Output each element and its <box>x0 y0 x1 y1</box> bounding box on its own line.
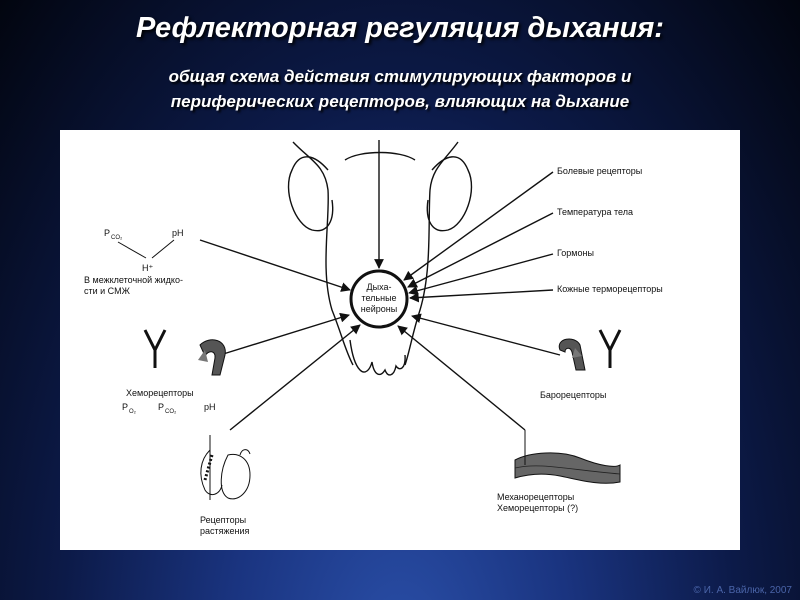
neurons-label-1: Дыха- <box>366 282 392 292</box>
formula-h-plus: H⁺ <box>142 263 154 273</box>
reflex-diagram <box>60 130 740 550</box>
label-stretch-1: Рецепторы <box>200 515 247 525</box>
formula-pco2b-p: P <box>158 402 165 412</box>
arrow-interstitial <box>200 240 350 290</box>
arrow-hormones <box>409 254 553 293</box>
neurons-label-2: тельные <box>361 293 397 303</box>
label-baro: Барорецепторы <box>540 390 607 400</box>
arrow-pain <box>404 172 553 280</box>
formula-phb: pH <box>204 402 216 412</box>
neurons-label-3: нейроны <box>360 304 398 314</box>
formula-pco2-p: P <box>104 228 111 238</box>
page-subtitle <box>20 64 780 114</box>
aortic-arch-right-icon <box>559 339 585 370</box>
formula-po2-p: P <box>122 402 129 412</box>
respiratory-neurons <box>351 271 407 327</box>
lung-icon <box>201 435 250 500</box>
page-title: Рефлекторная регуляция дыхания: <box>136 12 664 44</box>
arrow-baro <box>412 316 560 355</box>
formula-pco2-sub: CO₂ <box>111 235 123 241</box>
carotid-body-left-icon <box>145 330 165 368</box>
label-interstitial-1: В межклеточной жидко- <box>84 275 183 285</box>
chemo-formula <box>122 402 216 415</box>
carotid-body-right-icon <box>600 330 620 368</box>
label-chemo-q: Хеморецепторы (?) <box>497 503 579 513</box>
label-chemo: Хеморецепторы <box>126 388 194 398</box>
label-hormones: Гормоны <box>557 248 594 258</box>
formula-ph: pH <box>172 228 184 238</box>
brain-outline <box>289 142 472 375</box>
label-interstitial-2: сти и СМЖ <box>84 286 130 296</box>
arrow-skin-thermo <box>410 290 553 298</box>
formula-pco2b-sub: CO₂ <box>165 409 177 415</box>
muscle-icon <box>515 430 620 483</box>
subtitle-line-2: периферических рецепторов, влияющих на дыхание <box>170 92 630 111</box>
aortic-arch-left-icon <box>198 340 225 375</box>
label-skin-thermo: Кожные терморецепторы <box>557 284 663 294</box>
diagram-panel <box>60 130 740 550</box>
label-temperature: Температура тела <box>557 207 633 217</box>
arrow-mechano <box>398 326 525 430</box>
subtitle-line-1: общая схема действия стимулирующих факторов и <box>168 67 632 86</box>
arrow-stretch <box>230 325 360 430</box>
label-mechano: Механорецепторы <box>497 492 575 502</box>
label-pain: Болевые рецепторы <box>557 166 643 176</box>
interstitial-formula <box>84 228 184 296</box>
copyright: © И. А. Вайлюк, 2007 <box>693 585 792 596</box>
label-stretch-2: растяжения <box>200 526 250 536</box>
formula-po2-sub: O₂ <box>129 409 136 415</box>
